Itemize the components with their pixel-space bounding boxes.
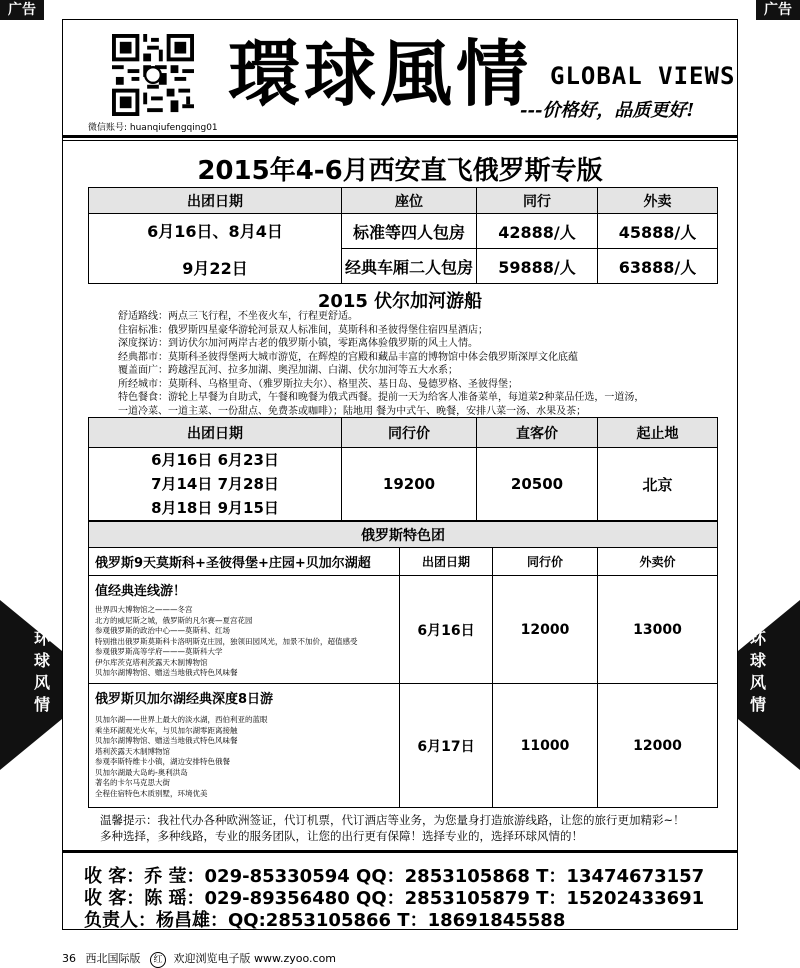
header-divider xyxy=(62,135,738,138)
cruise-details xyxy=(118,310,718,418)
side-tab-left xyxy=(0,600,62,770)
table-header-row xyxy=(89,188,718,214)
table-row xyxy=(89,684,718,808)
tour1-list xyxy=(95,605,399,679)
list-item: 参观俄罗斯高等学府———莫斯科大学 xyxy=(95,647,223,656)
table-header-row xyxy=(89,418,718,448)
retail-price: 63888/人 xyxy=(598,249,718,284)
col-peer: 同行 xyxy=(477,188,598,214)
tour1-peer: 12000 xyxy=(493,576,598,684)
train-price-table xyxy=(88,187,718,284)
dates-cell xyxy=(89,448,342,521)
tour2-retail: 12000 xyxy=(598,684,718,808)
col-retail: 外卖 xyxy=(598,188,718,214)
retail-price: 45888/人 xyxy=(598,214,718,249)
promo-link[interactable]: 欢迎浏览电子版 www.zyoo.com xyxy=(173,952,337,965)
notice-line: 温馨提示：我社代办各种欧洲签证，代订机票，代订酒店等业务，为您量身打造旅游线路，让您的旅行更加精彩~！ xyxy=(100,813,685,827)
brand-english: GLOBAL VIEWS xyxy=(550,62,736,90)
cruise-title: 2015 伏尔加河游船 xyxy=(317,291,483,312)
footer xyxy=(62,950,336,968)
table-row xyxy=(89,576,718,684)
contact-divider xyxy=(62,850,738,853)
ad-label-right: 广告 xyxy=(756,0,800,20)
list-item: 参观李斯特维卡小镇，湖边安排特色俄餐 xyxy=(95,757,230,766)
list-item: 北方的威尼斯之城，俄罗斯的凡尔赛—夏宫花园 xyxy=(95,615,253,625)
peer-price: 42888/人 xyxy=(477,214,598,249)
wechat-account: 微信账号: huanqiufengqing01 xyxy=(88,123,218,133)
detail-line: 特色餐食：游轮上早餐为自助式，午餐和晚餐为俄式西餐。提前一天为给客人准备菜单，每道菜2种菜品任选，一道汤， xyxy=(118,392,645,403)
city-cell: 北京 xyxy=(598,448,718,521)
circle-logo-icon: 红 xyxy=(150,952,166,968)
detail-line: 覆盖面广：跨越涅瓦河、拉多加湖、奥涅加湖、白湖、伏尔加河等五大水系； xyxy=(118,365,458,376)
tour2-name: 俄罗斯贝加尔湖经典深度8日游 xyxy=(95,692,274,707)
tour2-date: 6月17日 xyxy=(400,684,493,808)
side-text-right xyxy=(748,628,768,716)
side-text: 环球风情 xyxy=(33,629,50,714)
detail-line: 深度探访：到访伏尔加河两岸古老的俄罗斯小镇，零距离体验俄罗斯的风土人情。 xyxy=(118,338,478,349)
col-direct: 直客价 xyxy=(477,418,598,448)
ad-label-left: 广告 xyxy=(0,0,44,20)
tour1-name: 俄罗斯9天莫斯科+圣彼得堡+庄园+贝加尔湖超 xyxy=(89,548,400,576)
col-peer: 同行价 xyxy=(493,548,598,576)
special-tour-table xyxy=(88,521,718,808)
tour1-date: 6月16日 xyxy=(400,576,493,684)
list-item: 乘坐环湖观光火车，与贝加尔湖零距离接触 xyxy=(95,725,238,735)
notice-line: 多种选择，多种线路，专业的服务团队，让您的出行更有保障！选择专业的，选择环球风情的！ xyxy=(100,829,583,843)
list-item: 世界四大博物馆之———冬宫 xyxy=(95,605,193,614)
detail-line: 一道冷菜、一道主菜、一份甜点、免费茶或咖啡）；陆地用 餐为中式午、晚餐，安排八菜一汤、水果及茶； xyxy=(118,405,587,417)
detail-line: 舒适路线：两点三飞行程，不坐夜火车，行程更舒适。 xyxy=(118,311,358,322)
seat-cell: 标准等四人包房 xyxy=(342,214,477,249)
detail-line: 经典都市：莫斯科圣彼得堡两大城市游览，在辉煌的宫殿和藏品丰富的博物馆中体会俄罗斯深厚文化底蕴 xyxy=(118,351,578,363)
side-text: 环球风情 xyxy=(749,629,766,714)
tour2-list xyxy=(95,715,399,799)
dates-line: 7月14日 7月28日 xyxy=(151,475,279,493)
table-row xyxy=(89,448,718,521)
peer-price: 59888/人 xyxy=(477,249,598,284)
header-divider-thin xyxy=(62,140,738,141)
dates-line: 6月16日、8月4日 xyxy=(147,221,283,241)
special-title: 俄罗斯特色团 xyxy=(89,522,718,548)
list-item: 贝加尔湖——世界上最大的淡水湖，西伯利亚的蓝眼 xyxy=(95,715,268,724)
tour1-detail xyxy=(89,576,400,684)
side-text-left xyxy=(32,628,52,716)
tour1-subtitle: 值经典连线游！ xyxy=(95,584,187,599)
list-item: 塔利茨露天木制博物馆 xyxy=(95,746,170,756)
dates-line: 9月22日 xyxy=(182,258,248,278)
page-number: 36 xyxy=(62,952,76,965)
notice xyxy=(100,812,736,844)
detail-line: 所经城市：莫斯科、乌格里奇、（雅罗斯拉夫尔）、格里茨、基日岛、曼德罗格、圣彼得堡； xyxy=(118,378,518,390)
list-item: 特别推出俄罗斯莫斯科卡洛明斯克庄园，独领田园风光，加景不加价，超值感受 xyxy=(95,636,358,646)
tour2-peer: 11000 xyxy=(493,684,598,808)
dates-line: 8月18日 9月15日 xyxy=(151,499,279,517)
col-date: 出团日期 xyxy=(89,188,342,214)
col-date: 出团日期 xyxy=(400,548,493,576)
dates-line: 6月16日 6月23日 xyxy=(151,451,279,469)
list-item: 贝加尔湖最大岛屿-奥利洪岛 xyxy=(95,767,188,777)
qr-code-icon[interactable] xyxy=(112,34,194,116)
col-date: 出团日期 xyxy=(89,418,342,448)
contact-line: 收 客：陈 瑶：029-89356480 QQ：2853105879 T：15202433691 xyxy=(84,888,705,909)
col-city: 起止地 xyxy=(598,418,718,448)
direct-price: 20500 xyxy=(477,448,598,521)
main-title: 2015年4-6月西安直飞俄罗斯专版 xyxy=(197,156,603,186)
table-row xyxy=(89,214,718,249)
dates-cell xyxy=(89,214,342,284)
detail-line: 住宿标准：俄罗斯四星豪华游轮河景双人标准间，莫斯科和圣彼得堡住宿四星酒店； xyxy=(118,324,488,336)
contact-line: 收 客：乔 莹：029-85330594 QQ：2853105868 T：13474673157 xyxy=(84,866,705,887)
list-item: 贝加尔湖博物馆、赠送当地俄式特色风味餐 xyxy=(95,736,238,745)
col-seat: 座位 xyxy=(342,188,477,214)
cruise-price-table xyxy=(88,417,718,521)
slogan: ---价格好，品质更好! xyxy=(520,100,695,121)
brand-logo: 環球風情 xyxy=(228,31,533,116)
col-retail: 外卖价 xyxy=(598,548,718,576)
table-header-row xyxy=(89,548,718,576)
list-item: 伊尔库茨克塔利茨露天木制博物馆 xyxy=(95,657,208,667)
list-item: 参观俄罗斯的政治中心——莫斯科、红场 xyxy=(95,626,230,635)
seat-cell: 经典车厢二人包房 xyxy=(342,249,477,284)
contact-line: 负责人：杨昌雄：QQ:2853105866 T：18691845588 xyxy=(84,910,566,931)
peer-price: 19200 xyxy=(342,448,477,521)
list-item: 著名的卡尔马克思大街 xyxy=(95,778,170,787)
list-item: 贝加尔湖博物馆、赠送当地俄式特色风味餐 xyxy=(95,668,238,677)
tour1-retail: 13000 xyxy=(598,576,718,684)
edition-label: 西北国际版 xyxy=(85,952,141,965)
tour2-detail xyxy=(89,684,400,808)
table-header-row xyxy=(89,522,718,548)
col-peer: 同行价 xyxy=(342,418,477,448)
list-item: 全程住宿特色木质别墅，环境优美 xyxy=(95,788,208,798)
